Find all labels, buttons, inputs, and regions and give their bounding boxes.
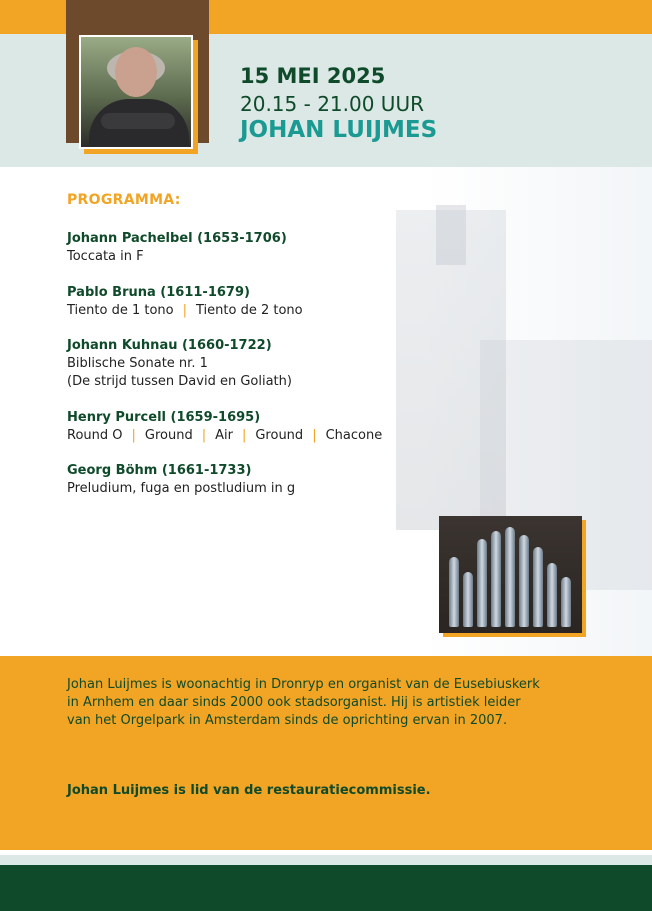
program-item bbox=[67, 409, 382, 445]
portrait-arms bbox=[101, 113, 175, 129]
work: Chacone bbox=[325, 428, 383, 443]
organ-pipe bbox=[491, 531, 501, 627]
programma-heading: PROGRAMMA: bbox=[67, 192, 181, 208]
work-line bbox=[67, 427, 382, 445]
organist-name: JOHAN LUIJMES bbox=[240, 117, 438, 143]
work: Tiento de 1 tono bbox=[67, 303, 174, 318]
footer-stripe-light bbox=[0, 855, 652, 865]
program-item bbox=[67, 284, 303, 320]
separator: | bbox=[312, 428, 317, 443]
composer: Pablo Bruna (1611-1679) bbox=[67, 285, 250, 300]
work-subtitle: (De strijd tussen David en Goliath) bbox=[67, 374, 292, 389]
portrait-photo bbox=[79, 35, 193, 149]
program-item bbox=[67, 230, 287, 266]
separator: | bbox=[201, 428, 207, 443]
work: Ground bbox=[144, 428, 193, 443]
work: Preludium, fuga en postludium in g bbox=[67, 481, 296, 496]
composer: Johann Kuhnau (1660-1722) bbox=[67, 338, 272, 353]
work: Toccata in F bbox=[67, 249, 144, 264]
work: Biblische Sonate nr. 1 bbox=[67, 356, 208, 371]
composer: Henry Purcell (1659-1695) bbox=[67, 410, 261, 425]
organ-pipe bbox=[519, 535, 529, 627]
organ-pipe bbox=[463, 572, 473, 627]
separator: | bbox=[182, 303, 187, 318]
organ-pipe bbox=[533, 547, 543, 627]
organ-pipes-photo bbox=[439, 516, 582, 633]
organ-pipe bbox=[561, 577, 571, 627]
organ-pipe bbox=[505, 527, 515, 627]
portrait-head bbox=[115, 47, 157, 97]
footer-stripe-dark bbox=[0, 865, 652, 911]
composer: Johann Pachelbel (1653-1706) bbox=[67, 231, 287, 246]
bio-note: Johan Luijmes is lid van de restauratiecommissie. bbox=[67, 783, 431, 798]
concert-time: 20.15 - 21.00 UUR bbox=[240, 92, 424, 116]
organ-pipe bbox=[547, 563, 557, 627]
organ-pipe bbox=[449, 557, 459, 627]
separator: | bbox=[241, 428, 247, 443]
organ-pipe bbox=[477, 539, 487, 627]
work: Ground bbox=[255, 428, 304, 443]
program-item bbox=[67, 337, 292, 391]
work: Round O bbox=[67, 428, 123, 443]
separator: | bbox=[131, 428, 136, 443]
bio-text: Johan Luijmes is woonachtig in Dronryp en organist van de Eusebiuskerk in Arnhem en daar sinds 2000 ook stadsorganist. Hij is artistiek leider van het Orgelpark in Amsterdam sinds de oprichting ervan in 2007. bbox=[67, 677, 540, 728]
concert-date: 15 MEI 2025 bbox=[240, 64, 386, 88]
work-line bbox=[67, 302, 303, 320]
program-item bbox=[67, 462, 295, 498]
work: Air bbox=[215, 428, 233, 443]
composer: Georg Böhm (1661-1733) bbox=[67, 463, 252, 478]
work: Tiento de 2 tono bbox=[196, 303, 303, 318]
